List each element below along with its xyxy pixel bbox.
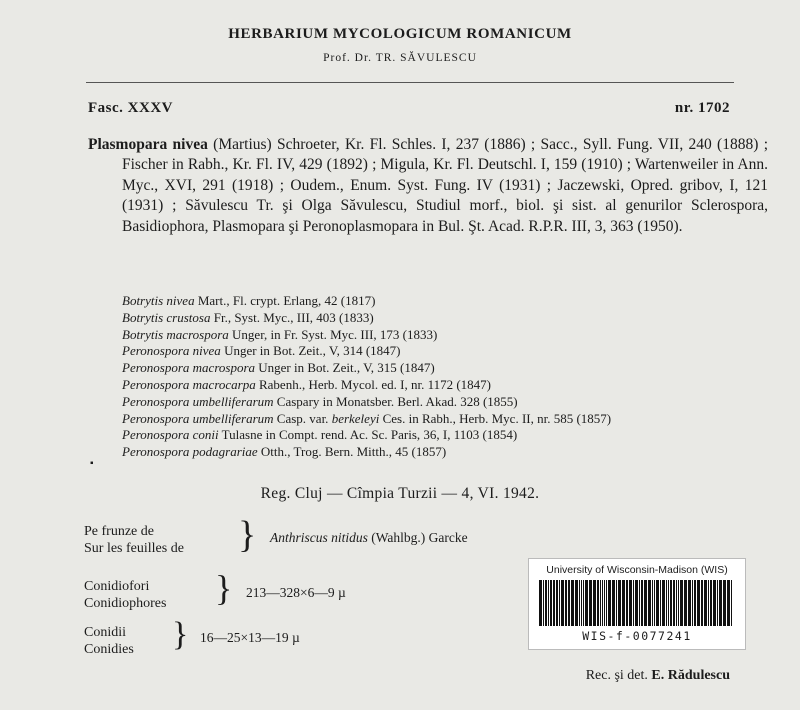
host-species-name: Anthriscus nitidus xyxy=(270,530,368,545)
synonym-ref: Unger, in Fr. Syst. Myc. III, 173 (1833) xyxy=(232,326,438,342)
host-brace: } xyxy=(238,514,257,556)
barcode-id: WIS-f-0077241 xyxy=(582,629,692,643)
barcode-bar xyxy=(616,580,617,626)
barcode-bar xyxy=(666,580,667,626)
barcode-bar xyxy=(550,580,552,626)
synonym-name: Peronospora conii xyxy=(122,427,219,443)
synonym-item xyxy=(122,411,734,428)
barcode-bar xyxy=(575,580,578,626)
synonym-ref: Casp. var. xyxy=(276,410,329,426)
fascicle-label: Fasc. XXXV xyxy=(88,100,173,116)
synonym-name: Botrytis nivea xyxy=(122,293,195,308)
species-name: Plasmopara nivea xyxy=(88,136,208,153)
specimen-number: nr. 1702 xyxy=(674,100,730,116)
barcode-institution: University of Wisconsin-Madison (WIS) xyxy=(546,564,728,576)
host-label-ro: Pe frunze de xyxy=(84,524,154,539)
conidia-labels xyxy=(84,624,134,658)
synonym-item xyxy=(122,394,734,411)
barcode-bar xyxy=(589,580,592,626)
barcode-bar xyxy=(717,580,718,626)
synonym-item xyxy=(122,343,734,360)
synonym-item xyxy=(122,293,734,310)
barcode-bar xyxy=(633,580,634,626)
host-species xyxy=(270,530,468,546)
barcode-bar xyxy=(622,580,625,626)
synonym-ref-continued: Ces. in Rabh., Herb. Myc. II, nr. 585 (1857) xyxy=(382,410,612,426)
synonym-item xyxy=(122,360,734,377)
barcode-bar xyxy=(727,580,730,626)
barcode-bar xyxy=(548,580,549,626)
host-labels xyxy=(84,523,184,557)
barcode-bar xyxy=(597,580,599,626)
barcode-bar xyxy=(626,580,628,626)
synonym-item xyxy=(122,377,734,394)
synonym-name: Botrytis crustosa xyxy=(122,309,211,325)
synonym-ref: Otth., Trog. Bern. Mitth., 45 (1857) xyxy=(260,444,447,460)
barcode-bar xyxy=(688,580,691,626)
barcode-bar xyxy=(561,580,564,626)
conidia-measurement: 16—25×13—19 µ xyxy=(200,630,300,645)
barcode-bar xyxy=(654,580,655,626)
barcode-bar xyxy=(723,580,726,626)
barcode-bar xyxy=(593,580,596,626)
collection-locality: Reg. Cluj — Cîmpia Turzii — 4, VI. 1942. xyxy=(260,485,540,502)
host-label-fr: Sur les feuilles de xyxy=(84,541,184,556)
conidiophores-label-fr: Conidiophores xyxy=(84,596,167,611)
barcode-bar xyxy=(565,580,567,626)
barcode-bar xyxy=(641,580,643,626)
species-citation-block xyxy=(88,135,768,237)
barcode-bar xyxy=(684,580,687,626)
barcode-bar xyxy=(543,580,544,626)
barcode-bar xyxy=(639,580,640,626)
barcode-bar xyxy=(676,580,677,626)
conidiophores-labels xyxy=(84,578,166,612)
barcode-bar xyxy=(604,580,605,626)
barcode-bars xyxy=(539,580,735,626)
barcode-bar xyxy=(612,580,615,626)
synonym-ref: Unger in Bot. Zeit., V, 314 (1847) xyxy=(224,343,401,359)
barcode-bar xyxy=(629,580,632,626)
conidia-label-fr: Conidies xyxy=(84,642,134,657)
collector-line xyxy=(586,668,730,684)
synonym-ref: Mart., Fl. crypt. Erlang, 42 (1817) xyxy=(197,293,376,308)
barcode-bar xyxy=(600,580,601,626)
barcode-bar xyxy=(608,580,611,626)
conidiophores-measurement: 213—328×6—9 µ xyxy=(246,585,346,600)
barcode-bar xyxy=(585,580,588,626)
host-species-author: (Wahlbg.) Garcke xyxy=(371,530,468,545)
barcode-bar xyxy=(704,580,707,626)
synonym-ref: Rabenh., Herb. Mycol. ed. I, nr. 1172 (1847) xyxy=(258,376,492,392)
barcode-bar xyxy=(648,580,651,626)
barcode-bar xyxy=(719,580,722,626)
synonym-item xyxy=(122,444,734,461)
barcode-bar xyxy=(670,580,672,626)
barcode-bar xyxy=(694,580,696,626)
stray-mark: ▪ xyxy=(90,458,94,469)
synonym-ref: Tulasne in Compt. rend. Ac. Sc. Paris, 36, I, 1103 (1854) xyxy=(221,427,518,443)
barcode-bar xyxy=(539,580,542,626)
synonym-ref: Caspary in Monatsber. Berl. Akad. 328 (1855) xyxy=(276,393,518,409)
barcode-bar xyxy=(606,580,607,626)
barcode-bar xyxy=(662,580,665,626)
synonym-item xyxy=(122,427,734,444)
synonym-ref: Fr., Syst. Myc., III, 403 (1833) xyxy=(213,309,374,325)
barcode-bar xyxy=(644,580,647,626)
synonym-ref: Unger in Bot. Zeit., V, 315 (1847) xyxy=(258,360,435,376)
barcode-bar xyxy=(680,580,683,626)
synonym-list xyxy=(122,293,734,461)
barcode-bar xyxy=(635,580,638,626)
synonym-name: Peronospora nivea xyxy=(122,343,221,359)
synonym-item xyxy=(122,310,734,327)
barcode-bar xyxy=(656,580,659,626)
barcode-bar xyxy=(556,580,558,626)
synonym-item xyxy=(122,327,734,344)
conidiophores-label-ro: Conidiofori xyxy=(84,579,150,594)
header-divider xyxy=(86,82,734,83)
barcode-bar xyxy=(673,580,675,626)
barcode-bar xyxy=(568,580,570,626)
herbarium-subtitle: Prof. Dr. TR. SĂVULESCU xyxy=(323,52,477,64)
species-citation: (Martius) Schroeter, Kr. Fl. Schles. I, 237 (1886) ; Sacc., Syll. Fung. VII, 240 (1888) ; Fischer in Rabh., Kr. Fl. IV, 429 (1892) ; Migula, Kr. Fl. Deutschl. I, 159 (1910) ; Wartenweiler in Ann. Myc., XVI, 291 (1918) ; Oudem., Enum. Syst. Fung. IV (1931) ; Jaczewski, Opred. gribov, I, 121 (1931) ; Săvulescu Tr. şi Olga Săvulescu, Studiul morf., biol. şi sist. al genurilor Sclerospora, Basidiophora, Plasmopara şi Peronoplasmopara in Bul. Şt. Acad. R.P.R. III, 3, 363 (1950). xyxy=(122,136,768,235)
barcode-bar xyxy=(553,580,555,626)
barcode-bar xyxy=(559,580,560,626)
barcode-bar xyxy=(710,580,712,626)
barcode-bar xyxy=(713,580,716,626)
barcode-bar xyxy=(668,580,669,626)
barcode-bar xyxy=(660,580,661,626)
barcode-bar xyxy=(697,580,700,626)
barcode-bar xyxy=(618,580,621,626)
barcode-bar xyxy=(583,580,584,626)
barcode-bar xyxy=(579,580,580,626)
synonym-name: Peronospora podagrariae xyxy=(122,444,258,460)
conidia-label-ro: Conidii xyxy=(84,625,127,640)
synonym-name: Peronospora macrocarpa xyxy=(122,376,256,392)
barcode-bar xyxy=(581,580,582,626)
synonym-variety: berkeleyi xyxy=(331,410,380,426)
barcode-bar xyxy=(692,580,693,626)
barcode-bar xyxy=(652,580,653,626)
synonym-name: Botrytis macrospora xyxy=(122,326,229,342)
barcode-label xyxy=(528,558,746,650)
collector-name: E. Rădulescu xyxy=(651,668,730,683)
conidiophores-brace: } xyxy=(215,568,233,608)
synonym-name: Peronospora macrospora xyxy=(122,360,256,376)
herbarium-title: HERBARIUM MYCOLOGICUM ROMANICUM xyxy=(228,26,572,42)
barcode-bar xyxy=(571,580,574,626)
barcode-bar xyxy=(701,580,703,626)
synonym-name: Peronospora umbelliferarum xyxy=(122,410,274,426)
barcode-bar xyxy=(545,580,547,626)
barcode-bar xyxy=(602,580,603,626)
barcode-bar xyxy=(708,580,709,626)
barcode-bar xyxy=(731,580,732,626)
conidia-brace: } xyxy=(172,616,189,653)
collector-prefix: Rec. şi det. xyxy=(585,668,648,683)
synonym-name: Peronospora umbelliferarum xyxy=(122,393,274,409)
barcode-bar xyxy=(678,580,679,626)
